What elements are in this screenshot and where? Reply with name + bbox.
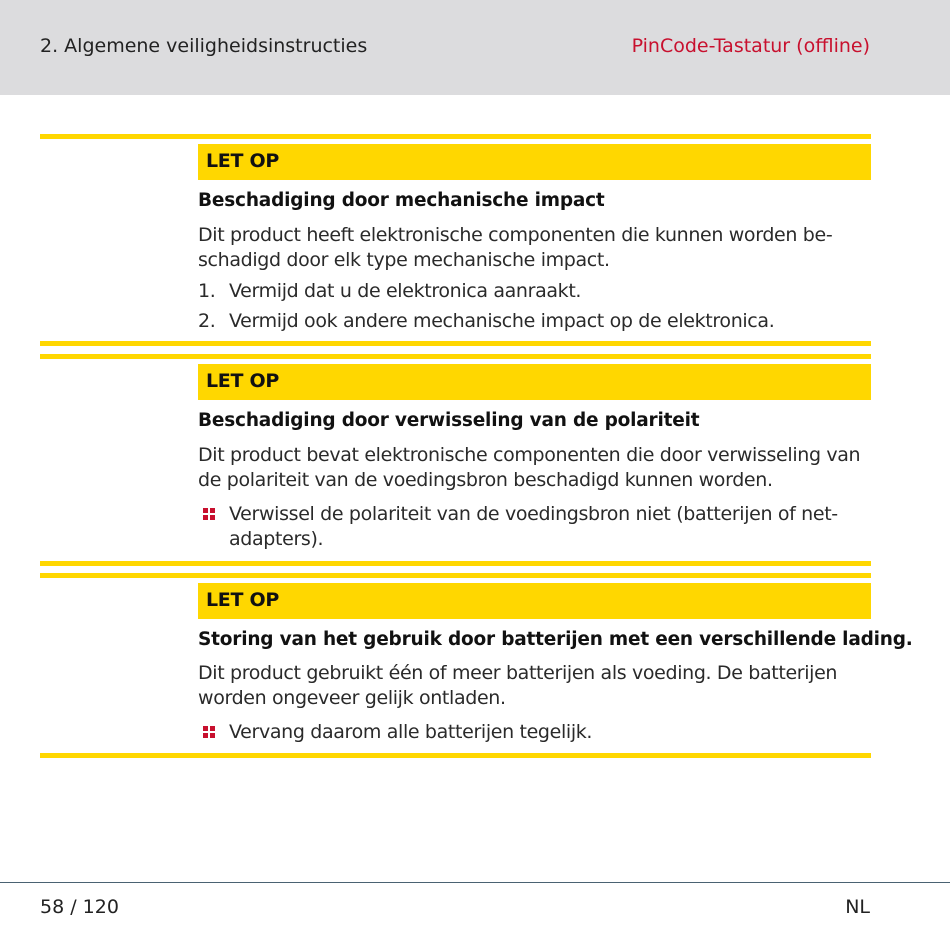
product-name: PinCode-Tastatur (offline) — [631, 35, 870, 57]
page-header — [0, 0, 950, 95]
section-title: 2. Algemene veiligheidsinstructies — [40, 35, 368, 57]
list-item-number: 1. — [198, 280, 216, 302]
page-number: 58 / 120 — [40, 896, 119, 918]
notice-title: Beschadiging door mechanische impact — [198, 190, 605, 211]
notice-bottom-bar — [40, 341, 871, 346]
notice-bottom-bar — [40, 561, 871, 566]
notice-label: LET OP — [206, 150, 279, 172]
notice-label-box — [198, 583, 871, 619]
notice-text: Dit product gebruikt één of meer batterijen als voeding. De batterijen worden ongeveer gelijk ontladen. — [198, 662, 838, 709]
footer-divider — [0, 882, 950, 883]
notice-bottom-bar — [40, 753, 871, 758]
notice-text: Dit product bevat elektronische componenten die door verwisseling van de polariteit van de voedingsbron beschadigd kunnen worden. — [198, 444, 861, 491]
list-item-number: 2. — [198, 310, 216, 332]
notice-top-bar — [40, 354, 871, 359]
notice-label-box — [198, 364, 871, 400]
list-item-text: Vervang daarom alle batterijen tegelijk. — [229, 721, 593, 743]
list-item-text: Vermijd ook andere mechanische impact op de elektronica. — [229, 310, 775, 332]
four-square-bullet-icon — [203, 508, 216, 521]
list-item-text: Verwissel de polariteit van de voedingsbron niet (batterijen of net-adapters). — [229, 503, 838, 550]
notice-top-bar — [40, 134, 871, 139]
notice-label-box — [198, 144, 871, 180]
notice-top-bar — [40, 573, 871, 578]
notice-label: LET OP — [206, 589, 279, 611]
notice-text: Dit product heeft elektronische componenten die kunnen worden be-schadigd door elk type mechanische impact. — [198, 224, 833, 271]
language-code: NL — [845, 896, 870, 918]
notice-label: LET OP — [206, 370, 279, 392]
four-square-bullet-icon — [203, 726, 216, 739]
notice-title: Storing van het gebruik door batterijen met een verschillende lading. — [198, 629, 913, 650]
list-item-text: Vermijd dat u de elektronica aanraakt. — [229, 280, 582, 302]
notice-title: Beschadiging door verwisseling van de polariteit — [198, 410, 700, 431]
